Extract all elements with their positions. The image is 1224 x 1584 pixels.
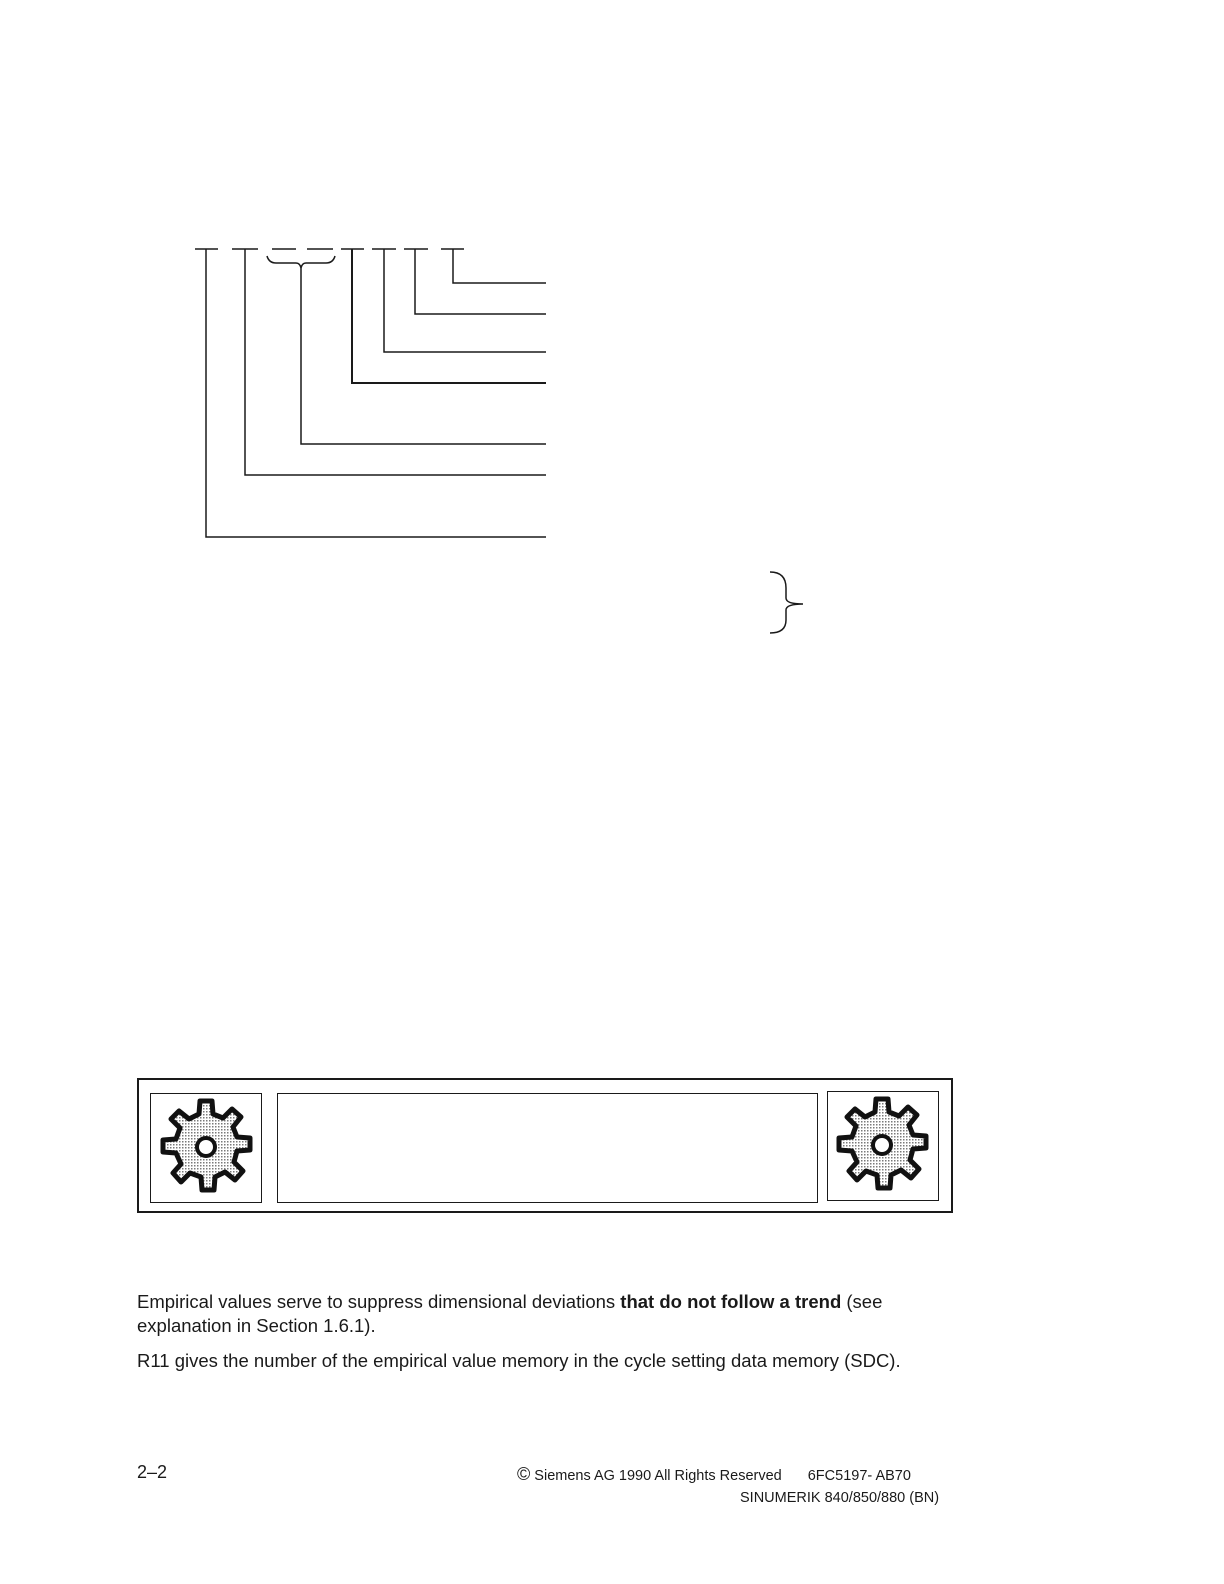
- leader-line: [384, 249, 546, 352]
- body-paragraph-2: R11 gives the number of the empirical value memory in the cycle setting data memory (SDC).: [137, 1350, 901, 1371]
- paragraph-text: (see explanation in Section 1.6.1).: [137, 1291, 883, 1336]
- curly-brace: [770, 572, 803, 633]
- product-name: SINUMERIK 840/850/880 (BN): [740, 1490, 940, 1506]
- order-number: 6FC5197- AB70: [807, 1468, 911, 1484]
- copyright-symbol: ©: [517, 1464, 531, 1484]
- leader-line: [415, 249, 546, 314]
- body-paragraph-1: [137, 1290, 957, 1338]
- copyright-line: [517, 1464, 911, 1485]
- paragraph-text: Empirical values serve to suppress dimensional deviations: [137, 1291, 621, 1312]
- paragraph-bold-text: that do not follow a trend: [620, 1291, 842, 1312]
- group-brace: [267, 256, 335, 268]
- gear-icon: [828, 1092, 938, 1200]
- copyright-text: Siemens AG 1990 All Rights Reserved: [534, 1468, 782, 1484]
- note-content-box: [277, 1093, 818, 1203]
- right-icon-frame: [827, 1091, 939, 1201]
- gear-icon: [151, 1094, 261, 1202]
- format-breakdown-diagram: [0, 0, 1224, 700]
- note-box: [137, 1078, 953, 1213]
- leader-line: [301, 268, 546, 444]
- left-icon-frame: [150, 1093, 262, 1203]
- leader-line: [206, 249, 546, 537]
- leader-line: [352, 249, 546, 383]
- leader-line: [453, 249, 546, 283]
- page-number: 2–2: [137, 1462, 168, 1482]
